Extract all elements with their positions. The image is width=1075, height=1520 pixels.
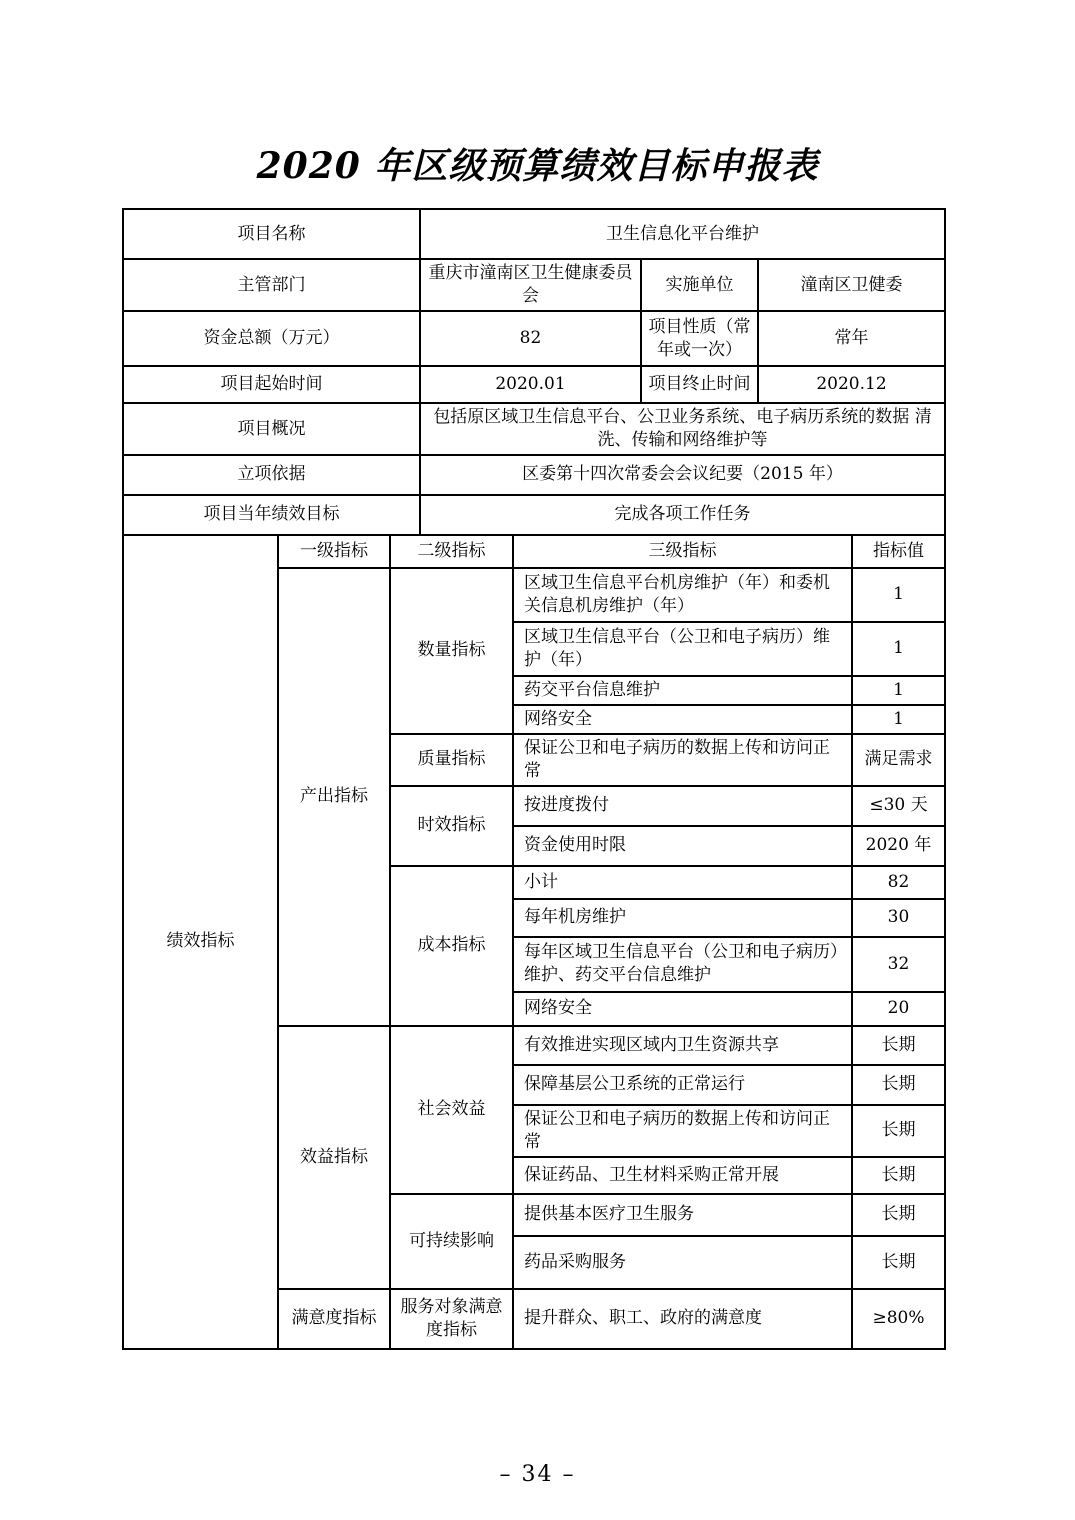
level2-cost-cell: 成本指标 [390, 866, 513, 1026]
row-project-overview [123, 403, 945, 455]
performance-section-label: 绩效指标 [123, 535, 278, 1349]
indicator-value-cell: ≤30 天 [852, 786, 945, 826]
end-date-label: 项目终止时间 [641, 366, 758, 403]
row-project-dates [123, 366, 945, 403]
level3-indicator-cell: 保障基层公卫系统的正常运行 [513, 1065, 852, 1105]
indicator-value-cell: 长期 [852, 1105, 945, 1157]
level3-indicator-cell: 小计 [513, 866, 852, 899]
annual-goal-value: 完成各项工作任务 [420, 495, 945, 535]
basis-label: 立项依据 [123, 455, 420, 495]
indicator-value-cell: 1 [852, 705, 945, 734]
level3-indicator-cell: 提升群众、职工、政府的满意度 [513, 1289, 852, 1349]
level3-indicator-cell: 资金使用时限 [513, 826, 852, 866]
indicator-value-cell: ≥80% [852, 1289, 945, 1349]
level3-indicator-cell: 有效推进实现区域内卫生资源共享 [513, 1026, 852, 1065]
end-date-value: 2020.12 [758, 366, 945, 403]
indicator-value-cell: 30 [852, 899, 945, 937]
annual-goal-label: 项目当年绩效目标 [123, 495, 420, 535]
implement-unit-value: 潼南区卫健委 [758, 259, 945, 311]
indicator-value-cell: 32 [852, 937, 945, 992]
indicator-value-cell: 长期 [852, 1026, 945, 1065]
project-name-label: 项目名称 [123, 209, 420, 259]
department-value: 重庆市潼南区卫生健康委员会 [420, 259, 641, 311]
level2-social-cell: 社会效益 [390, 1026, 513, 1194]
level1-benefit-cell: 效益指标 [278, 1026, 390, 1289]
header-value: 指标值 [852, 535, 945, 568]
row-project-basis [123, 455, 945, 495]
level1-output-cell: 产出指标 [278, 568, 390, 1026]
overview-label: 项目概况 [123, 403, 420, 455]
overview-value: 包括原区域卫生信息平台、公卫业务系统、电子病历系统的数据 清洗、传输和网络维护等 [420, 403, 945, 455]
level2-quantity-cell: 数量指标 [390, 568, 513, 734]
start-date-value: 2020.01 [420, 366, 641, 403]
level3-indicator-cell: 保证公卫和电子病历的数据上传和访问正常 [513, 1105, 852, 1157]
total-fund-label: 资金总额（万元） [123, 311, 420, 366]
row-department [123, 259, 945, 311]
level1-satisfaction-cell: 满意度指标 [278, 1289, 390, 1349]
project-nature-value: 常年 [758, 311, 945, 366]
page-number: – 34 – [499, 1461, 576, 1487]
application-form [122, 208, 944, 1349]
start-date-label: 项目起始时间 [123, 366, 420, 403]
level3-indicator-cell: 保证公卫和电子病历的数据上传和访问正常 [513, 734, 852, 786]
level3-indicator-cell: 药品采购服务 [513, 1236, 852, 1289]
project-info-table [122, 208, 946, 536]
level3-indicator-cell: 每年区域卫生信息平台（公卫和电子病历）维护、药交平台信息维护 [513, 937, 852, 992]
indicator-value-cell: 2020 年 [852, 826, 945, 866]
indicator-value-cell: 长期 [852, 1157, 945, 1194]
header-level2: 二级指标 [390, 535, 513, 568]
project-nature-label: 项目性质（常年或一次） [641, 311, 758, 366]
row-project-name [123, 209, 945, 259]
indicator-value-cell: 满足需求 [852, 734, 945, 786]
performance-indicator-table [122, 534, 946, 1350]
indicator-value-cell: 82 [852, 866, 945, 899]
level3-indicator-cell: 区域卫生信息平台机房维护（年）和委机关信息机房维护（年） [513, 568, 852, 622]
indicator-value-cell: 20 [852, 992, 945, 1026]
basis-value: 区委第十四次常委会会议纪要（2015 年） [420, 455, 945, 495]
level2-quality-cell: 质量指标 [390, 734, 513, 786]
header-level1: 一级指标 [278, 535, 390, 568]
level3-indicator-cell: 提供基本医疗卫生服务 [513, 1194, 852, 1236]
level2-timeliness-cell: 时效指标 [390, 786, 513, 866]
header-level3: 三级指标 [513, 535, 852, 568]
indicator-value-cell: 1 [852, 676, 945, 705]
level3-indicator-cell: 药交平台信息维护 [513, 676, 852, 705]
level3-indicator-cell: 保证药品、卫生材料采购正常开展 [513, 1157, 852, 1194]
indicator-value-cell: 1 [852, 622, 945, 676]
level3-indicator-cell: 区域卫生信息平台（公卫和电子病历）维护（年） [513, 622, 852, 676]
page-title: 2020 年区级预算绩效目标申报表 [256, 145, 819, 187]
indicator-value-cell: 长期 [852, 1236, 945, 1289]
indicator-header-row [123, 535, 945, 568]
total-fund-value: 82 [420, 311, 641, 366]
department-label: 主管部门 [123, 259, 420, 311]
level3-indicator-cell: 网络安全 [513, 705, 852, 734]
level3-indicator-cell: 按进度拨付 [513, 786, 852, 826]
project-name-value: 卫生信息化平台维护 [420, 209, 945, 259]
level2-sustainability-cell: 可持续影响 [390, 1194, 513, 1289]
indicator-value-cell: 1 [852, 568, 945, 622]
level3-indicator-cell: 每年机房维护 [513, 899, 852, 937]
indicator-value-cell: 长期 [852, 1194, 945, 1236]
row-total-fund [123, 311, 945, 366]
level2-service-cell: 服务对象满意度指标 [390, 1289, 513, 1349]
level3-indicator-cell: 网络安全 [513, 992, 852, 1026]
indicator-value-cell: 长期 [852, 1065, 945, 1105]
row-annual-goal [123, 495, 945, 535]
implement-unit-label: 实施单位 [641, 259, 758, 311]
